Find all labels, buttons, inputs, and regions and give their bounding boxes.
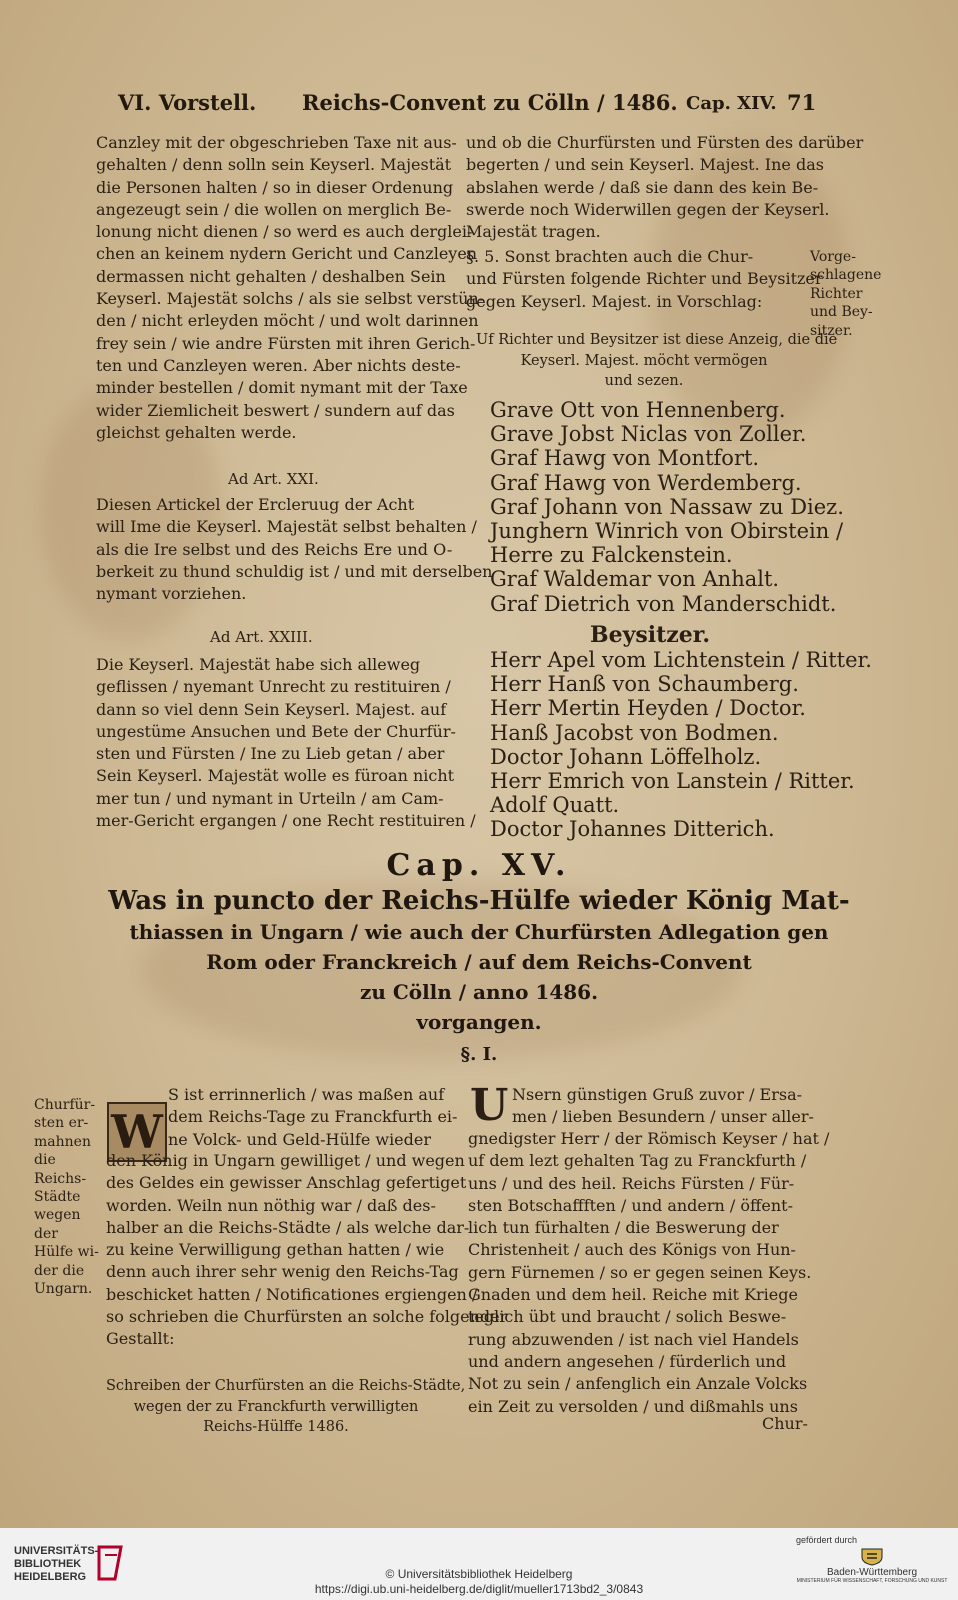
art23-text [96,654,476,832]
margin-note-line: Städte [34,1189,81,1206]
text-line: gleichst gehalten werde. [96,422,297,442]
text-line: lonung nicht dienen / so werd es auch derglei- [96,222,473,242]
text-line: zu keine Verwilligung gethan hatten / wie [106,1240,445,1260]
text-line: Schreiben der Churfürsten an die Reichs-Städte, [106,1378,466,1394]
text-line: so schrieben die Churfürsten an solche folgender [106,1307,508,1327]
text-line: geflissen / nyemant Unrecht zu restituiren / [96,677,451,697]
text-line: wider Ziemlicheit beswert / sundern auf das [96,400,455,420]
margin-note-line: mahnen [34,1133,91,1150]
text-line: und andern angesehen / fürderlich und [468,1351,787,1371]
margin-note-line: die [34,1152,56,1169]
right-column-text [466,132,864,243]
sponsor-block [792,1535,952,1584]
text-line: minder bestellen / domit nymant mit der Taxe [96,378,468,398]
assessor-name: Herr Emrich von Lanstein / Ritter. [490,769,855,794]
text-line: gegen Keyserl. Majest. in Vorschlag: [466,291,763,311]
text-line: als die Ire selbst und des Reichs Ere und O- [96,539,453,559]
text-line: lich tun fürhalten / die Beswerung der [468,1218,779,1238]
margin-note-line: sten er- [34,1115,89,1132]
paragraph-5 [466,246,823,313]
library-line: BIBLIOTHEK [14,1558,82,1570]
text-line: Christenheit / auch des Königs von Hun- [468,1240,796,1260]
assessor-name: Doctor Johann Löffelholz. [490,744,762,769]
text-line: gnedigster Herr / der Römisch Keyser / hat / [468,1129,830,1148]
margin-note-line: Hülfe wi- [34,1244,99,1261]
text-line: und sezen. [604,373,684,389]
header-chapter: Cap. XIV. [686,93,777,114]
assessors-heading: Beysitzer. [590,622,711,648]
text-line: denn auch ihrer sehr wenig den Reichs-Tag [106,1262,459,1282]
judge-name: Grave Jobst Niclas von Zoller. [490,422,807,447]
drop-initial: W [107,1102,167,1162]
assessor-name: Herr Apel vom Lichtenstein / Ritter. [490,648,872,672]
text-line: dem Reichs-Tage zu Franckfurth ei- [168,1107,458,1127]
text-line: uf dem lezt gehalten Tag zu Franckfurth / [468,1151,807,1171]
text-line: und ob die Churfürsten und Fürsten des darüber [466,133,864,152]
art21-text [96,494,493,605]
text-line: chen an keinem nydern Gericht und Canzleyen [96,244,478,264]
sponsor-label: gefördert durch [796,1535,858,1545]
judge-name: Herre zu Falckenstein. [490,543,733,568]
text-line: will Ime die Keyserl. Majestät selbst behalten / [96,517,477,537]
text-line: Keyserl. Majest. möcht vermögen [520,352,768,369]
header-section: VI. Vorstell. [118,90,257,115]
coat-of-arms-icon [859,1547,885,1565]
margin-note-line: der die [34,1262,85,1279]
text-line: wegen der zu Franckfurth verwilligten [133,1398,419,1415]
drop-initial-u: U [470,1080,509,1131]
section-mark: §. I. [460,1044,498,1065]
text-line: sten Botschaffften / und andern / öffent- [468,1195,794,1215]
text-line: den König in Ungarn gewilliget / und wegen [106,1151,465,1170]
text-line: mer-Gericht ergangen / one Recht restituiren / [96,811,476,831]
chapter-title-line: thiassen in Ungarn / wie auch der Churfürsten Adlegation gen [129,920,829,944]
letter-heading [106,1376,466,1438]
copyright-text: © Universitätsbibliothek Heidelberg [385,1567,573,1581]
art21-heading: Ad Art. XXI. [228,470,319,488]
text-line: Canzley mit der obgeschrieben Taxe nit aus- [96,133,457,152]
assessors-list [490,648,872,842]
margin-note-line: wegen der [34,1207,81,1242]
judge-name: Graf Johann von Nassaw zu Diez. [490,494,844,519]
margin-note-line: Vorge- [810,249,856,265]
text-line: frey sein / wie andre Fürsten mit ihren Gerich- [96,333,476,353]
text-line: Not zu sein / anfenglich ein Anzale Volcks [468,1374,808,1394]
page-number: 71 [787,90,817,115]
text-line: halber an die Reichs-Städte / als welche dar- [106,1217,470,1237]
margin-note-line: Churfür- [34,1097,96,1113]
text-line: gern Fürnemen / so er gegen seinen Keys. [468,1262,812,1282]
chapter-title-line: Rom oder Franckreich / auf dem Reichs-Convent [206,950,752,974]
text-line: Die Keyserl. Majestät habe sich alleweg [96,655,421,674]
source-url-link[interactable]: https://digi.ub.uni-heidelberg.de/diglit/mueller1713bd2_3/0843 [314,1582,644,1596]
text-line: ten und Canzleyen weren. Aber nichts deste- [96,355,461,375]
margin-note-line: sitzer. [810,322,853,339]
text-line: Uf Richter und Beysitzer ist diese Anzeig, die die [476,332,838,348]
text-line: rung abzuwenden / ist nach viel Handels [468,1329,799,1349]
text-line: mer tun / und nymant in Urteiln / am Cam- [96,788,444,808]
sponsor-name: Baden-Württemberg [826,1567,918,1578]
text-line: Nsern günstigen Gruß zuvor / Ersa- [512,1085,803,1104]
judge-name: Graf Dietrich von Manderschidt. [490,591,837,616]
chapter-title-line: vorgangen. [416,1010,542,1034]
judges-list [490,398,844,616]
judge-name: Grave Ott von Hennenberg. [490,398,786,422]
library-line: HEIDELBERG [14,1571,87,1583]
library-line: UNIVERSITÄTS- [14,1545,99,1557]
assessor-name: Adolf Quatt. [490,793,620,818]
text-line: den / nicht erleyden möcht / und wolt darinnen [96,311,479,331]
text-line: teglich übt und braucht / solich Beswe- [468,1307,787,1327]
chapter-title-line: zu Cölln / anno 1486. [359,980,599,1004]
text-line: beschicket hatten / Notificationes ergiengen / [106,1284,478,1304]
text-line: Diesen Artickel der Ercleruug der Acht [96,495,415,514]
art23-heading: Ad Art. XXIII. [210,628,313,646]
header-title: Reichs-Convent zu Cölln / 1486. [302,90,678,115]
text-line: nymant vorziehen. [96,584,247,604]
assessor-name: Hanß Jacobst von Bodmen. [490,720,779,745]
text-line: berkeit zu thund schuldig ist / und mit derselben [96,561,493,581]
text-line: des Geldes ein gewisser Anschlag gefertiget [106,1173,467,1193]
margin-note-line: Reichs- [34,1170,87,1187]
sponsor-ministry: MINISTERIUM FÜR WISSENSCHAFT, FORSCHUNG UND KUNST [796,1578,948,1584]
right-column-lower-text [468,1128,830,1418]
judge-name: Graf Waldemar von Anhalt. [490,567,780,592]
chapter-title-line: Was in puncto der Reichs-Hülfe wieder König Mat- [108,886,850,916]
text-line: begerten / und sein Keyserl. Majest. Ine das [466,155,824,175]
text-line: swerde noch Widerwillen gegen der Keyserl. [466,199,830,219]
text-line: §. 5. Sonst brachten auch die Chur- [466,247,754,266]
text-line: abslahen werde / daß sie dann des kein Be- [466,177,819,197]
assessor-name: Herr Mertin Heyden / Doctor. [490,696,806,721]
text-line: sten und Fürsten / Ine zu Lieb getan / aber [96,744,445,764]
text-line: und Fürsten folgende Richter und Beysitzer [466,269,823,289]
text-line: dann so viel denn Sein Keyserl. Majest. auf [96,699,447,719]
text-line: men / lieben Besundern / unser aller- [512,1107,814,1127]
judge-name: Graf Hawg von Montfort. [490,446,760,471]
text-line: angezeugt sein / die wollen on merglich Be- [96,199,452,219]
left-column-lower-start [168,1084,458,1151]
judge-name: Junghern Winrich von Obirstein / [490,519,844,544]
text-line: dermassen nicht gehalten / deshalben Sein [96,266,446,286]
text-line: Gestallt: [106,1329,175,1349]
text-line: Reichs-Hülffe 1486. [203,1419,349,1435]
text-line: gehalten / denn solln sein Keyserl. Majestät [96,155,452,175]
margin-note-line: Richter [810,285,863,302]
left-column-lower-text [106,1150,508,1351]
margin-note-line: und Bey- [810,304,873,321]
assessor-name: Doctor Johannes Ditterich. [490,817,775,842]
right-column-lower-start [512,1084,812,1129]
catchword: Chur- [762,1414,808,1433]
text-line: uns / und des heil. Reichs Fürsten / Für- [468,1173,795,1193]
margin-note-cities [34,1096,102,1298]
judge-name: Graf Hawg von Werdemberg. [490,470,802,495]
chapter-number: Cap. XV. [386,848,572,883]
margin-note-line: Ungarn. [34,1281,93,1298]
left-column-text [96,132,485,444]
text-line: Gnaden und dem heil. Reiche mit Kriege [468,1285,798,1305]
text-line: Majestät tragen. [466,222,601,242]
text-line: Keyserl. Majestät solchs / als sie selbst verstün- [96,289,485,309]
text-line: ein Zeit zu versolden / und dißmahls uns [468,1396,798,1416]
text-line: ne Volck- und Geld-Hülfe wieder [168,1129,432,1149]
text-line: Sein Keyserl. Majestät wolle es füroan nicht [96,766,455,786]
text-line: die Personen halten / so in dieser Ordenung [96,177,454,197]
nominee-intro [476,330,838,392]
text-line: S ist errinnerlich / was maßen auf [168,1085,445,1104]
assessor-name: Herr Hanß von Schaumberg. [490,672,799,697]
margin-note-judges [810,248,880,340]
text-line: worden. Weiln nun nöthig war / daß des- [106,1195,436,1215]
text-line: ungestüme Ansuchen und Bete der Churfür- [96,721,456,741]
margin-note-line: schlagene [810,267,882,284]
